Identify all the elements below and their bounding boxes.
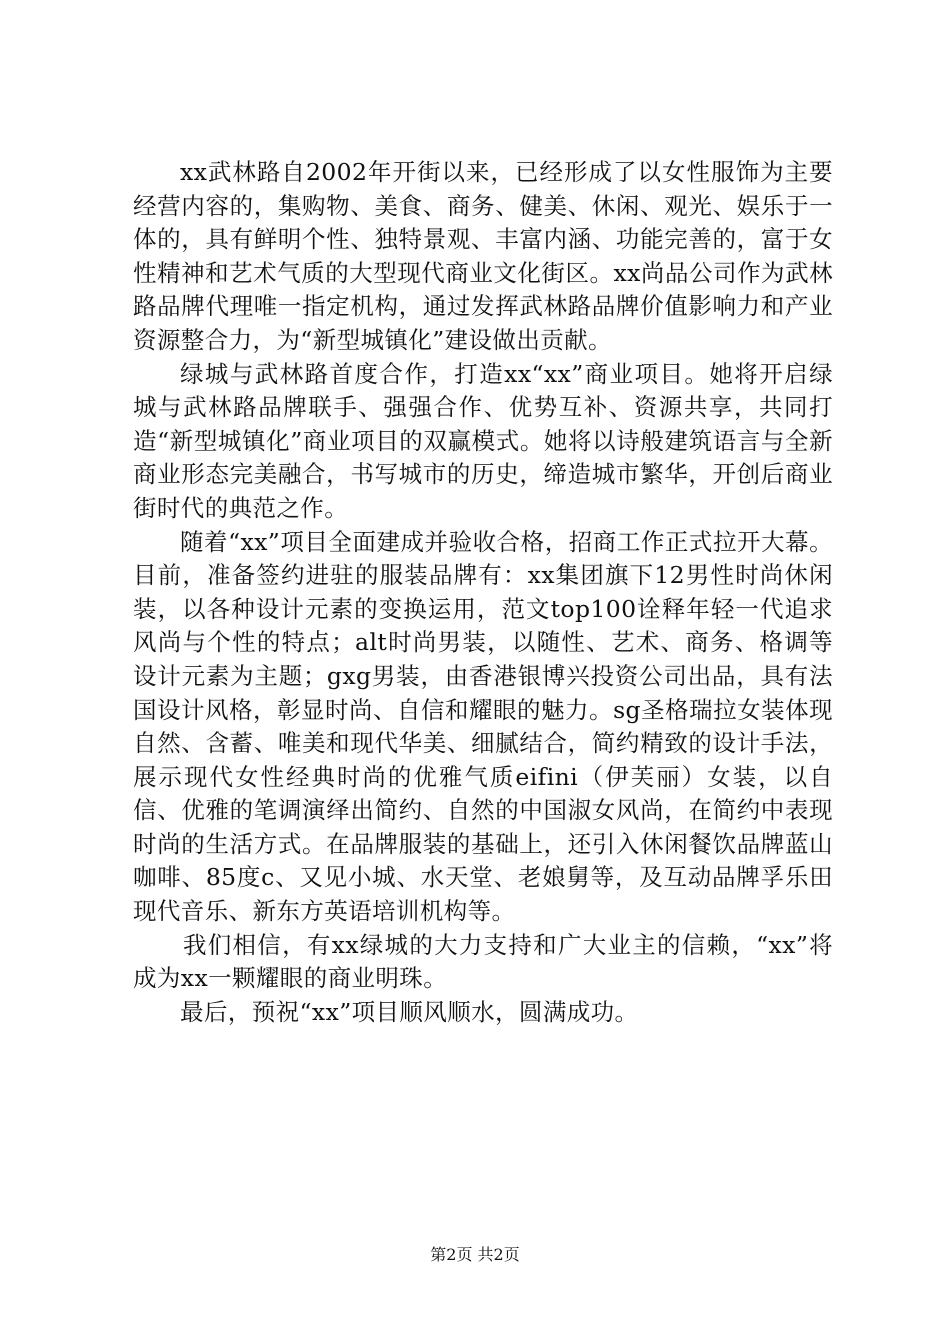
document-body bbox=[133, 156, 833, 1029]
paragraph-closing-wish: 最后，预祝“xx”项目顺风顺水，圆满成功。 bbox=[180, 997, 639, 1026]
paragraph-wulin-road-intro: xx武林路自2002年开街以来，已经形成了以女性服饰为主要经营内容的，集购物、美食、商务、健美、休闲、观光、娱乐于一体的，具有鲜明个性、独特景观、丰富内涵、功能完善的，富于女性精神和艺术气质的大型现代商业文化街区。xx尚品公司作为武林路品牌代理唯一指定机构，通过发挥武林路品牌价值影响力和产业资源整合力，为“新型城镇化”建设做出贡献。 bbox=[133, 158, 833, 354]
paragraph-belief: 我们相信，有xx绿城的大力支持和广大业主的信赖，“xx”将成为xx一颗耀眼的商业明珠。 bbox=[133, 930, 833, 993]
paragraph-greentown-cooperation: 绿城与武林路首度合作，打造xx“xx”商业项目。她将开启绿城与武林路品牌联手、强强合作、优势互补、资源共享，共同打造“新型城镇化”商业项目的双赢模式。她将以诗般建筑语言与全新商业形态完美融合，书写城市的历史，缔造城市繁华，开创后商业街时代的典范之作。 bbox=[133, 359, 833, 522]
page-number-footer: 第2页 共2页 bbox=[430, 1245, 520, 1264]
paragraph-brand-recruitment: 随着“xx”项目全面建成并验收合格，招商工作正式拉开大幕。目前，准备签约进驻的服装品牌有：xx集团旗下12男性时尚休闲装，以各种设计元素的变换运用，范文top100诠释年轻一代追求风尚与个性的特点；alt时尚男装，以随性、艺术、商务、格调等设计元素为主题；gxg男装，由香港银博兴投资公司出品，具有法国设计风格，彰显时尚、自信和耀眼的魅力。sg圣格瑞拉女装体现自然、含蓄、唯美和现代华美、细腻结合，简约精致的设计手法，展示现代女性经典时尚的优雅气质eifini（伊芙丽）女装，以自信、优雅的笔调演绎出简约、自然的中国淑女风尚，在简约中表现时尚的生活方式。在品牌服装的基础上，还引入休闲餐饮品牌蓝山咖啡、85度c、又见小城、水天堂、老娘舅等，及互动品牌孚乐田现代音乐、新东方英语培训机构等。 bbox=[133, 527, 833, 926]
